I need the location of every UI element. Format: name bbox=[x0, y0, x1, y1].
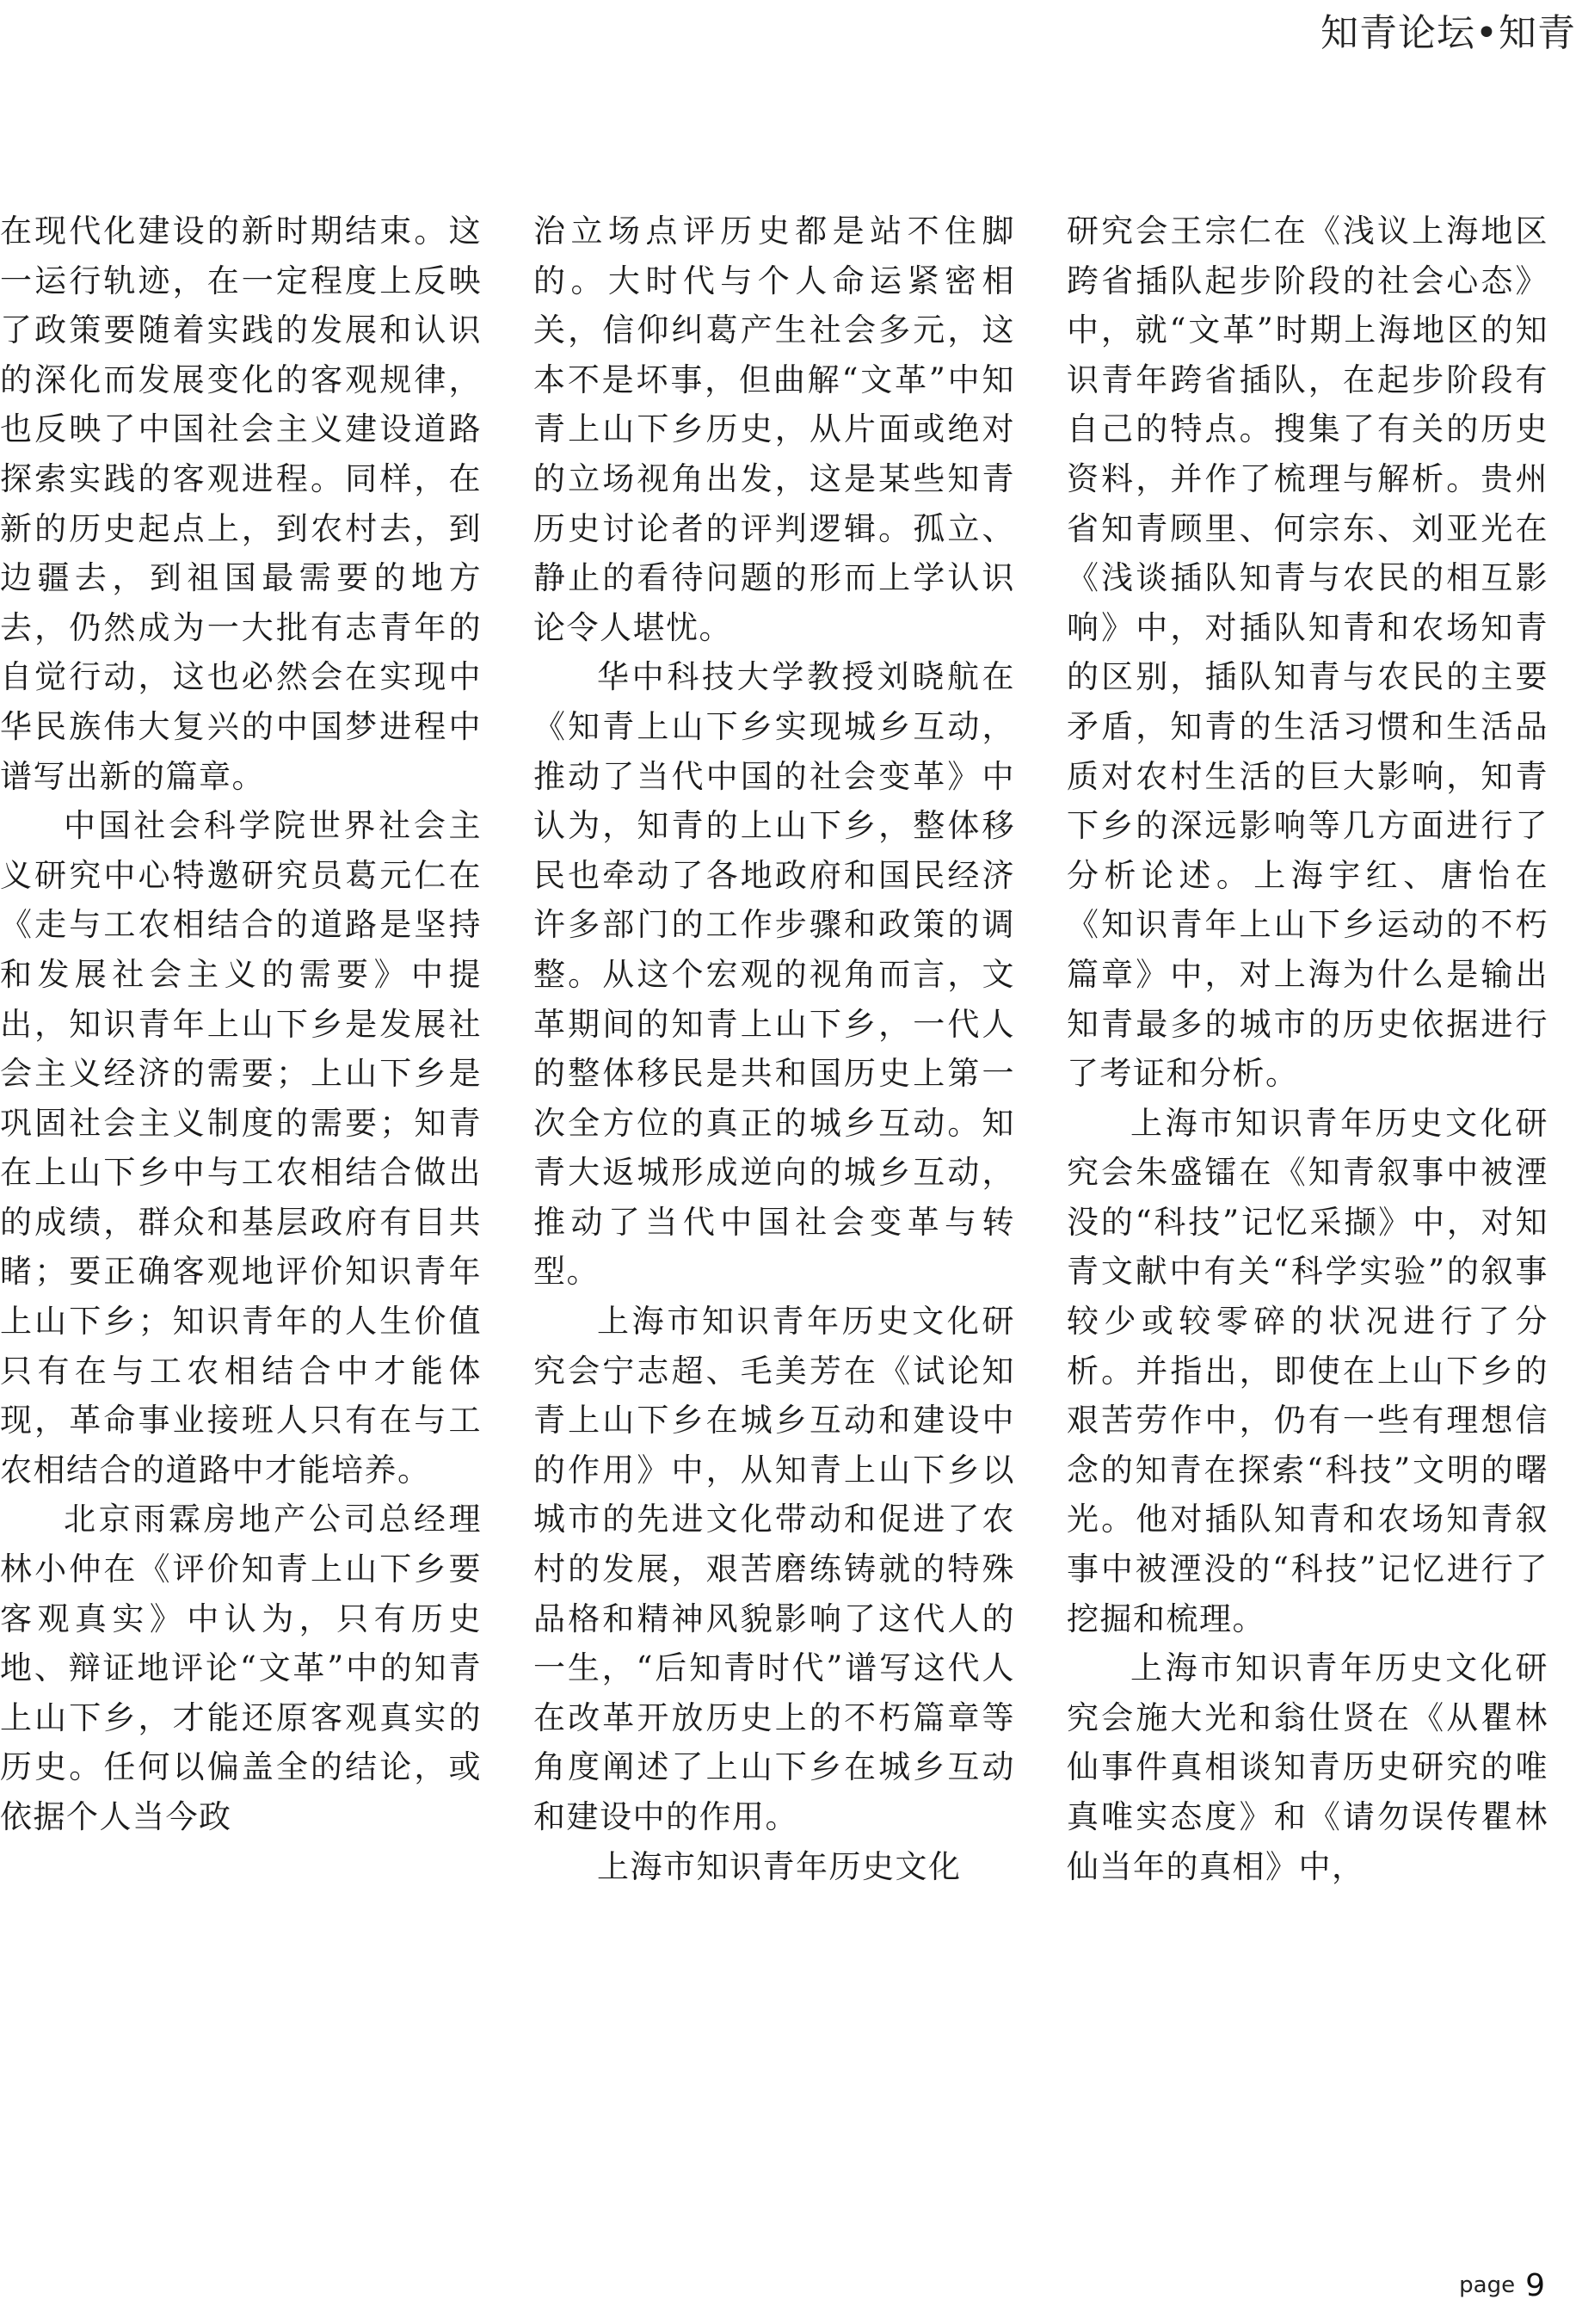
paragraph: 华中科技大学教授刘晓航在《知青上山下乡实现城乡互动，推动了当代中国的社会变革》中认为，知青的上山下乡，整体移民也牵动了各地政府和国民经济许多部门的工作步骤和政策的调整。从这个宏观的视角而言，文革期间的知青上山下乡，一代人的整体移民是共和国历史上第一次全方位的真正的城乡互动。知青大返城形成逆向的城乡互动，推动了当代中国社会变革与转型。 bbox=[533, 658, 1015, 1291]
header-bar bbox=[0, 0, 1321, 65]
paragraph: 在现代化建设的新时期结束。这一运行轨迹，在一定程度上反映了政策要随着实践的发展和认识的深化而发展变化的客观规律，也反映了中国社会主义建设道路探索实践的客观进程。同样，在新的历史起点上，到农村去，到边疆去，到祖国最需要的地方去，仍然成为一大批有志青年的自觉行动，这也必然会在实现中华民族伟大复兴的中国梦进程中谱写出新的篇章。 bbox=[0, 213, 482, 795]
page-number: 9 bbox=[1525, 2267, 1545, 2303]
section-header-title: 知青论坛•知青 bbox=[1321, 11, 1576, 55]
page-label: page bbox=[1459, 2272, 1516, 2298]
paragraph: 北京雨霖房地产公司总经理林小仲在《评价知青上山下乡要客观真实》中认为，只有历史地、辩证地评论“文革”中的知青上山下乡，才能还原客观真实的历史。任何以偏盖全的结论，或依据个人当今政 bbox=[0, 1501, 482, 1835]
paragraph: 上海市知识青年历史文化 bbox=[597, 1847, 962, 1885]
text-column-1 bbox=[0, 207, 482, 1842]
text-column-2 bbox=[533, 207, 1015, 1891]
paragraph: 研究会王宗仁在《浅议上海地区跨省插队起步阶段的社会心态》中，就“文革”时期上海地区的知识青年跨省插队，在起步阶段有自己的特点。搜集了有关的历史资料，并作了梳理与解析。贵州省知青顾里、何宗东、刘亚光在《浅谈插队知青与农民的相互影响》中，对插队知青和农场知青的区别，插队知青与农民的主要矛盾，知青的生活习惯和生活品质对农村生活的巨大影响，知青下乡的深远影响等几方面进行了分析论述。上海宇红、唐怡在《知识青年上山下乡运动的不朽篇章》中，对上海为什么是输出知青最多的城市的历史依据进行了考证和分析。 bbox=[1067, 213, 1548, 1093]
page-footer bbox=[1411, 2259, 1548, 2311]
paragraph: 治立场点评历史都是站不住脚的。大时代与个人命运紧密相关，信仰纠葛产生社会多元，这本不是坏事，但曲解“文革”中知青上山下乡历史，从片面或绝对的立场视角出发，这是某些知青历史讨论者的评判逻辑。孤立、静止的看待问题的形而上学认识论令人堪忧。 bbox=[533, 213, 1015, 646]
text-column-3 bbox=[1067, 207, 1548, 1891]
paragraph: 上海市知识青年历史文化研究会宁志超、毛美芳在《试论知青上山下乡在城乡互动和建设中的作用》中，从知青上山下乡以城市的先进文化带动和促进了农村的发展，艰苦磨练铸就的特殊品格和精神风貌影响了这代人的一生，“后知青时代”谱写这代人在改革开放历史上的不朽篇章等角度阐述了上山下乡在城乡互动和建设中的作用。 bbox=[533, 1303, 1015, 1835]
article-body bbox=[0, 207, 1548, 2237]
paragraph: 上海市知识青年历史文化研究会施大光和翁仕贤在《从瞿林仙事件真相谈知青历史研究的唯真唯实态度》和《请勿误传瞿林仙当年的真相》中， bbox=[1067, 1649, 1548, 1885]
paragraph: 中国社会科学院世界社会主义研究中心特邀研究员葛元仁在《走与工农相结合的道路是坚持和发展社会主义的需要》中提出，知识青年上山下乡是发展社会主义经济的需要；上山下乡是巩固社会主义制度的需要；知青在上山下乡中与工农相结合做出的成绩，群众和基层政府有目共睹；要正确客观地评价知识青年上山下乡；知识青年的人生价值只有在与工农相结合中才能体现，革命事业接班人只有在与工农相结合的道路中才能培养。 bbox=[0, 807, 482, 1489]
paragraph: 上海市知识青年历史文化研究会朱盛镭在《知青叙事中被湮没的“科技”记忆采撷》中，对知青文献中有关“科学实验”的叙事较少或较零碎的状况进行了分析。并指出，即使在上山下乡的艰苦劳作中，仍有一些有理想信念的知青在探索“科技”文明的曙光。他对插队知青和农场知青叙事中被湮没的“科技”记忆进行了挖掘和梳理。 bbox=[1067, 1104, 1548, 1637]
